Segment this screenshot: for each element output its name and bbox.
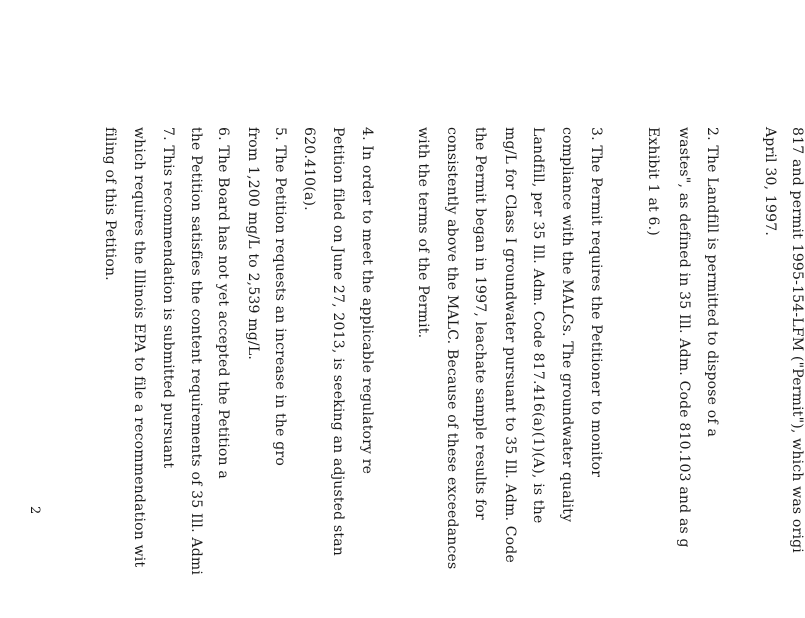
text-line: from 1,200 mg/L to 2,539 mg/L. — [245, 127, 261, 360]
text-line: with the terms of the Permit. — [415, 127, 431, 339]
text-line: 4. In order to meet the applicable regulatory re — [359, 127, 375, 475]
page-number: 2 — [27, 506, 42, 515]
text-line: consistently above the MALC. Because of these exceedances — [444, 127, 460, 570]
text-line: wastes", as defined in 35 Ill. Adm. Code 810.103 and as g — [676, 127, 692, 548]
text-line: 620.410(a). — [301, 127, 317, 211]
text-line: filing of this Petition. — [102, 127, 118, 281]
text-line: April 30, 1997. — [762, 127, 778, 236]
text-line: 3. The Permit requires the Petitioner to monitor — [588, 127, 604, 478]
text-line: the Petition satisfies the content requirements of 35 Ill. Admi — [188, 127, 204, 576]
text-line: 817 and permit 1995-154-LFM ("Permit"), which was origi — [789, 127, 805, 553]
text-line: which requires the Illinois EPA to file a recommendation wit — [131, 127, 147, 568]
text-line: Petition filed on June 27, 2013, is seeking an adjusted stan — [330, 127, 346, 556]
text-line: mg/L for Class I groundwater pursuant to 35 Ill. Adm. Code — [502, 127, 518, 563]
text-line: 7. This recommendation is submitted pursuant — [160, 127, 176, 469]
text-line: Landfill, per 35 Ill. Adm. Code 817.416(a)(1)(A), is the — [530, 127, 546, 524]
text-line: 6. The Board has not yet accepted the Petition a — [215, 127, 231, 479]
text-line: 2. The Landfill is permitted to dispose of a — [704, 127, 720, 437]
text-line: compliance with the MALCs. The groundwater quality — [559, 127, 575, 523]
text-line: 5. The Petition requests an increase in the gro — [272, 127, 288, 466]
text-line: the Permit began in 1997, leachate sample results for — [472, 127, 488, 520]
text-line: Exhibit 1 at 6.) — [645, 127, 661, 236]
